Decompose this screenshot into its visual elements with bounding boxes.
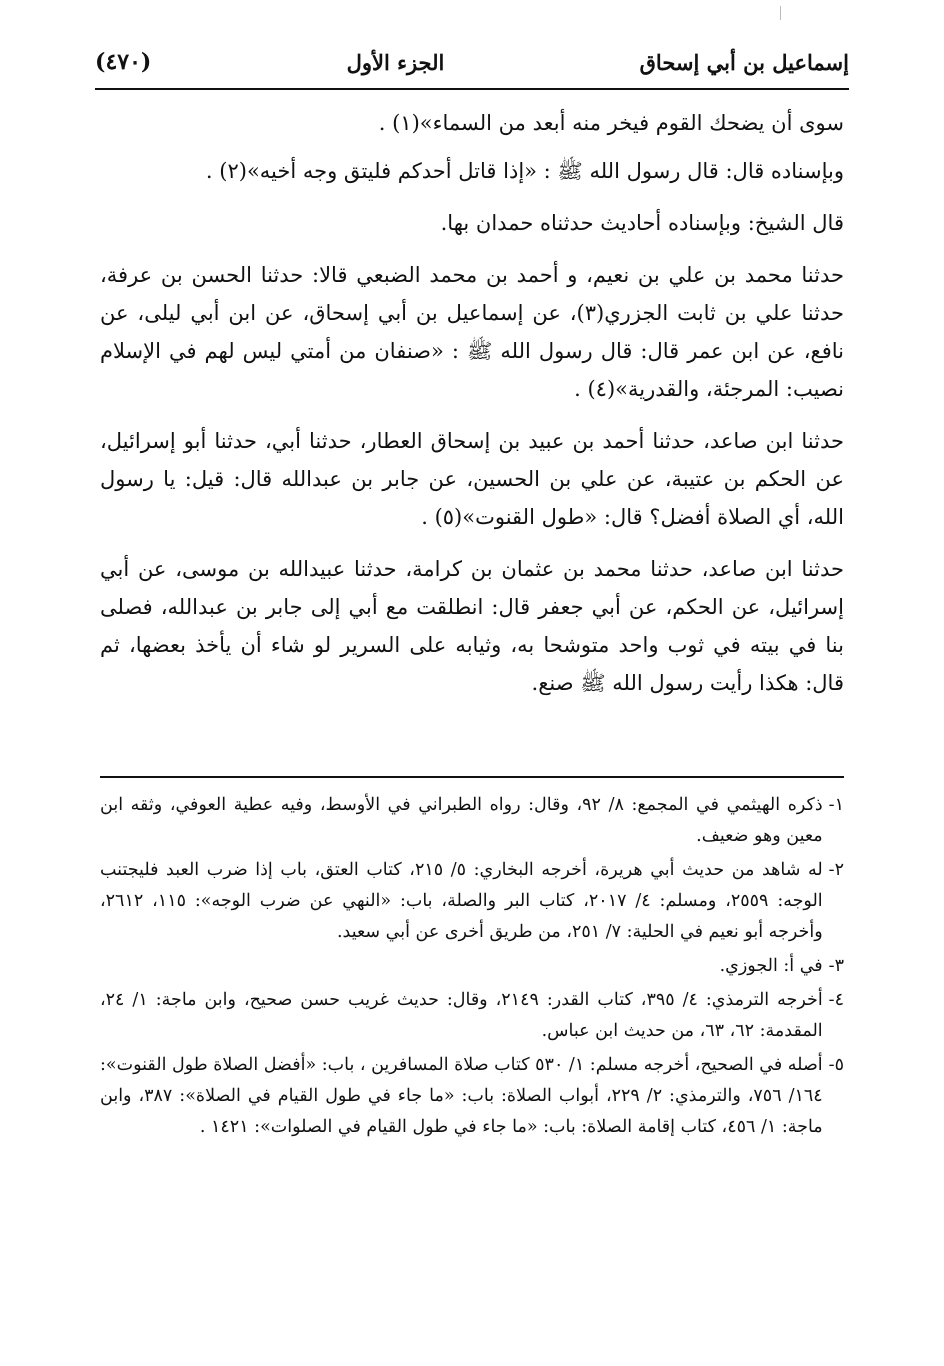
paragraph: قال الشيخ: وبإسناده أحاديث حدثناه حمدان بها. xyxy=(440,211,844,235)
paragraph: وبإسناده قال: قال رسول الله ﷺ : «إذا قاتل أحدكم فليتق وجه أخيه»(٢) . xyxy=(205,159,844,183)
main-text xyxy=(100,104,844,716)
footnote-number: ١- xyxy=(828,795,844,815)
page-header xyxy=(95,38,849,86)
footnote-divider xyxy=(100,776,844,778)
running-title: إسماعيل بن أبي إسحاق xyxy=(639,49,849,75)
footnote-number: ٣- xyxy=(828,956,844,976)
footnote-text: له شاهد من حديث أبي هريرة، أخرجه البخاري: ٥/ ٢١٥، كتاب العتق، باب إذا ضرب العبد فليجتنب الوجه: ٢٥٥٩، ومسلم: ٤/ ٢٠١٧، كتاب البر والصلة، باب: «النهي عن ضرب الوجه»: ١١٥، ٢٦١٢، وأخرجه أبو نعيم في الحلية: ٧/ ٢٥١، من طريق أخرى عن أبي سعيد. xyxy=(100,860,823,942)
footnote xyxy=(100,855,844,948)
footnote xyxy=(100,951,844,982)
footnote-text: أصله في الصحيح، أخرجه مسلم: ١/ ٥٣٠ كتاب صلاة المسافرين ، باب: «أفضل الصلاة طول القنوت»: ١٦٤/ ٧٥٦، والترمذي: ٢/ ٢٢٩، أبواب الصلاة: باب: «ما جاء في طول القيام في الصلاة»: ٣٨٧، وابن ماجة: ١/ ٤٥٦، كتاب إقامة الصلاة: باب: «ما جاء في طول القيام في الصلوات»: ١٤٢١ . xyxy=(100,1055,823,1137)
scan-mark xyxy=(780,6,781,20)
paragraph: سوى أن يضحك القوم فيخر منه أبعد من السماء»(١) . xyxy=(378,111,844,135)
footnote-number: ٢- xyxy=(828,860,844,880)
footnote-text: في أ: الجوزي. xyxy=(719,956,823,976)
footnote-number: ٤- xyxy=(828,990,844,1010)
paragraph: حدثنا ابن صاعد، حدثنا محمد بن عثمان بن كرامة، حدثنا عبيدالله بن موسى، عن أبي إسرائيل، عن الحكم، عن أبي جعفر قال: انطلقت مع أبي إلى جابر بن عبدالله، فصلى بنا في بيته في ثوب واحد متوشحا به، وثيابه على السرير لو شاء أن يأخذ بعضها، ثم قال: هكذا رأيت رسول الله ﷺ صنع. xyxy=(100,557,844,695)
footnote xyxy=(100,1050,844,1143)
footnotes xyxy=(100,790,844,1146)
footnote xyxy=(100,790,844,852)
footnote-text: ذكره الهيثمي في المجمع: ٨/ ٩٢، وقال: رواه الطبراني في الأوسط، وفيه عطية العوفي، وثقه ابن معين وهو ضعيف. xyxy=(100,795,823,846)
footnote xyxy=(100,985,844,1047)
paragraph: حدثنا محمد بن علي بن نعيم، و أحمد بن محمد الضبعي قالا: حدثنا الحسن بن عرفة، حدثنا علي بن ثابت الجزري(٣)، عن إسماعيل بن أبي إسحاق، عن ابن أبي ليلى، عن نافع، عن ابن عمر قال: قال رسول الله ﷺ : «صنفان من أمتي ليس لهم في الإسلام نصيب: المرجئة، والقدرية»(٤) . xyxy=(100,263,844,401)
footnote-number: ٥- xyxy=(828,1055,844,1075)
page-number: (٤٧٠) xyxy=(95,49,152,75)
paragraph: حدثنا ابن صاعد، حدثنا أحمد بن عبيد بن إسحاق العطار، حدثنا أبي، حدثنا أبو إسرائيل، عن الحكم بن عتيبة، عن علي بن الحسين، عن جابر بن عبدالله قال: قيل: يا رسول الله، أي الصلاة أفضل؟ قال: «طول القنوت»(٥) . xyxy=(100,429,844,529)
volume-title: الجزء الأول xyxy=(346,49,445,75)
header-divider xyxy=(95,88,849,90)
footnote-text: أخرجه الترمذي: ٤/ ٣٩٥، كتاب القدر: ٢١٤٩، وقال: حديث غريب حسن صحيح، وابن ماجة: ١/ ٢٤، المقدمة: ٦٢، ٦٣، من حديث ابن عباس. xyxy=(100,990,823,1041)
